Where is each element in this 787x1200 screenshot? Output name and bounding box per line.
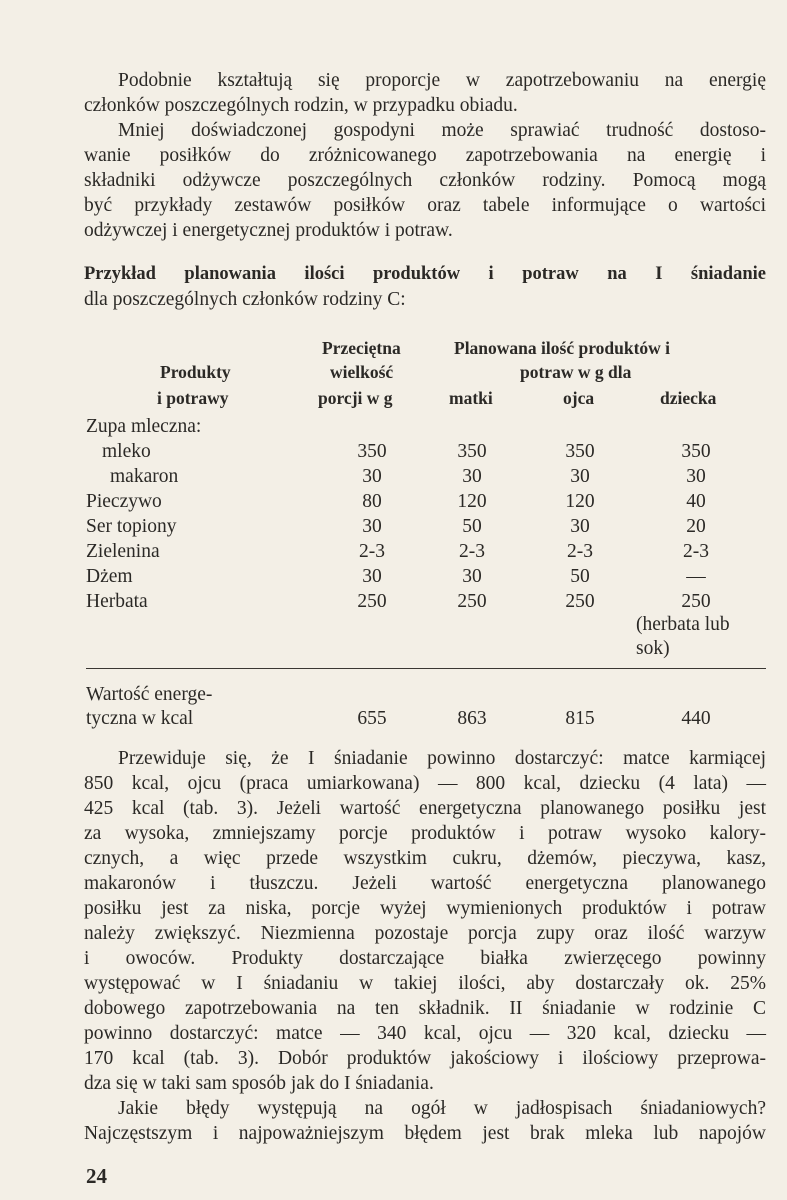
row-child: 2-3 [683, 541, 709, 562]
body-line: i owoców. Produkty dostarczające białka zwierzęcego powinny [84, 948, 766, 969]
body-line: cznych, a więc przede wszystkim cukru, dżemów, pieczywa, kasz, [84, 848, 766, 869]
page-number: 24 [86, 1164, 107, 1188]
header-portion: wielkość [330, 362, 394, 382]
row-portion: 2-3 [359, 541, 385, 562]
body-paragraph [84, 746, 766, 1146]
tea-note: (herbata lub [636, 614, 730, 635]
row-name: Dżem [86, 566, 133, 587]
row-father: 120 [565, 491, 595, 512]
row-father: 350 [565, 441, 595, 462]
row-mother: 350 [457, 441, 487, 462]
body-line: 425 kcal (tab. 3). Jeżeli wartość energetyczna planowanego posiłku jest [84, 798, 766, 819]
header-portion: porcji w g [318, 388, 393, 408]
row-portion: 80 [362, 491, 382, 512]
row-name: mleko [102, 441, 151, 462]
row-name: Ser topiony [86, 516, 177, 537]
energy-child: 440 [681, 708, 711, 729]
row-mother: 120 [457, 491, 487, 512]
header-products: Produkty [160, 362, 231, 382]
header-planned: Planowana ilość produktów i [454, 338, 671, 358]
intro-line: wanie posiłków do zróżnicowanego zapotrzebowania na energię i [84, 145, 766, 166]
header-planned: potraw w g dla [520, 362, 632, 382]
row-child: 250 [681, 591, 711, 612]
energy-mother: 863 [457, 708, 487, 729]
row-portion: 30 [362, 466, 382, 487]
header-portion: Przeciętna [322, 338, 401, 358]
row-portion: 30 [362, 516, 382, 537]
energy-father: 815 [565, 708, 595, 729]
header-mother: matki [449, 388, 493, 408]
intro-paragraph [84, 68, 766, 243]
row-child: — [686, 566, 706, 587]
body-line: dza się w taki sam sposób jak do I śniadania. [84, 1073, 434, 1094]
row-father: 250 [565, 591, 595, 612]
row-mother: 250 [457, 591, 487, 612]
body-line: 170 kcal (tab. 3). Dobór produktów jakościowy i ilościowy przeprowa- [84, 1048, 766, 1069]
example-subtitle: dla poszczególnych członków rodziny C: [84, 289, 406, 310]
intro-line: członków poszczególnych rodzin, w przypadku obiadu. [84, 95, 518, 116]
intro-line: odżywczej i energetycznej produktów i potraw. [84, 220, 453, 241]
row-portion: 250 [357, 591, 387, 612]
intro-line: być przykłady zestawów posiłków oraz tabele informujące o wartości [84, 195, 766, 216]
example-title: Przykład planowania ilości produktów i potraw na I śniadanie [84, 264, 766, 284]
energy-label: Wartość energe- [86, 684, 213, 705]
row-name: Zielenina [86, 541, 160, 562]
intro-line: składniki odżywcze poszczególnych członków rodziny. Pomocą mogą [84, 170, 766, 191]
row-name: Pieczywo [86, 491, 162, 512]
body-line: występować w I śniadaniu w takiej ilości, aby dostarczały ok. 25% [84, 973, 766, 994]
header-products: i potrawy [157, 388, 229, 408]
body-line: dobowego zapotrzebowania na ten składnik. II śniadanie w rodzinie C [84, 998, 766, 1019]
row-mother: 30 [462, 566, 482, 587]
body-line: Najczęstszym i najpoważniejszym błędem jest brak mleka lub napojów [84, 1123, 766, 1144]
row-name: makaron [110, 466, 179, 487]
body-line: posiłku jest za niska, porcje wyżej wymienionych produktów i potraw [84, 898, 766, 919]
header-child: dziecka [660, 388, 717, 408]
row-child: 350 [681, 441, 711, 462]
body-line: Przewiduje się, że I śniadanie powinno dostarczyć: matce karmiącej [118, 748, 766, 769]
intro-line: Mniej doświadczonej gospodyni może sprawiać trudność dostoso- [118, 120, 766, 141]
body-line: Jakie błędy występują na ogół w jadłospisach śniadaniowych? [118, 1098, 766, 1119]
body-line: za wysoka, zmniejszamy porcje produktów i potraw wysoko kalory- [84, 823, 766, 844]
intro-line: Podobnie kształtują się proporcje w zapotrzebowaniu na energię [118, 70, 766, 91]
row-father: 2-3 [567, 541, 593, 562]
row-name: Herbata [86, 591, 148, 612]
row-portion: 350 [357, 441, 387, 462]
row-child: 30 [686, 466, 706, 487]
row-child: 20 [686, 516, 706, 537]
body-line: powinno dostarczyć: matce — 340 kcal, ojcu — 320 kcal, dziecku — [84, 1023, 766, 1044]
body-line: makaronów i tłuszczu. Jeżeli wartość energetyczna planowanego [84, 873, 766, 894]
body-line: 850 kcal, ojcu (praca umiarkowana) — 800 kcal, dziecku (4 lata) — [84, 773, 766, 794]
row-father: 30 [570, 516, 590, 537]
tea-note: sok) [636, 638, 670, 659]
row-child: 40 [686, 491, 706, 512]
table-divider [86, 668, 766, 669]
group-label: Zupa mleczna: [86, 416, 202, 437]
row-mother: 50 [462, 516, 482, 537]
header-father: ojca [563, 388, 595, 408]
energy-portion: 655 [357, 708, 387, 729]
row-father: 50 [570, 566, 590, 587]
row-portion: 30 [362, 566, 382, 587]
body-line: należy zwiększyć. Niezmienna pozostaje porcja zupy oraz ilość warzyw [84, 923, 766, 944]
energy-label: tyczna w kcal [86, 708, 194, 729]
row-mother: 30 [462, 466, 482, 487]
row-mother: 2-3 [459, 541, 485, 562]
row-father: 30 [570, 466, 590, 487]
example-heading [84, 262, 766, 312]
